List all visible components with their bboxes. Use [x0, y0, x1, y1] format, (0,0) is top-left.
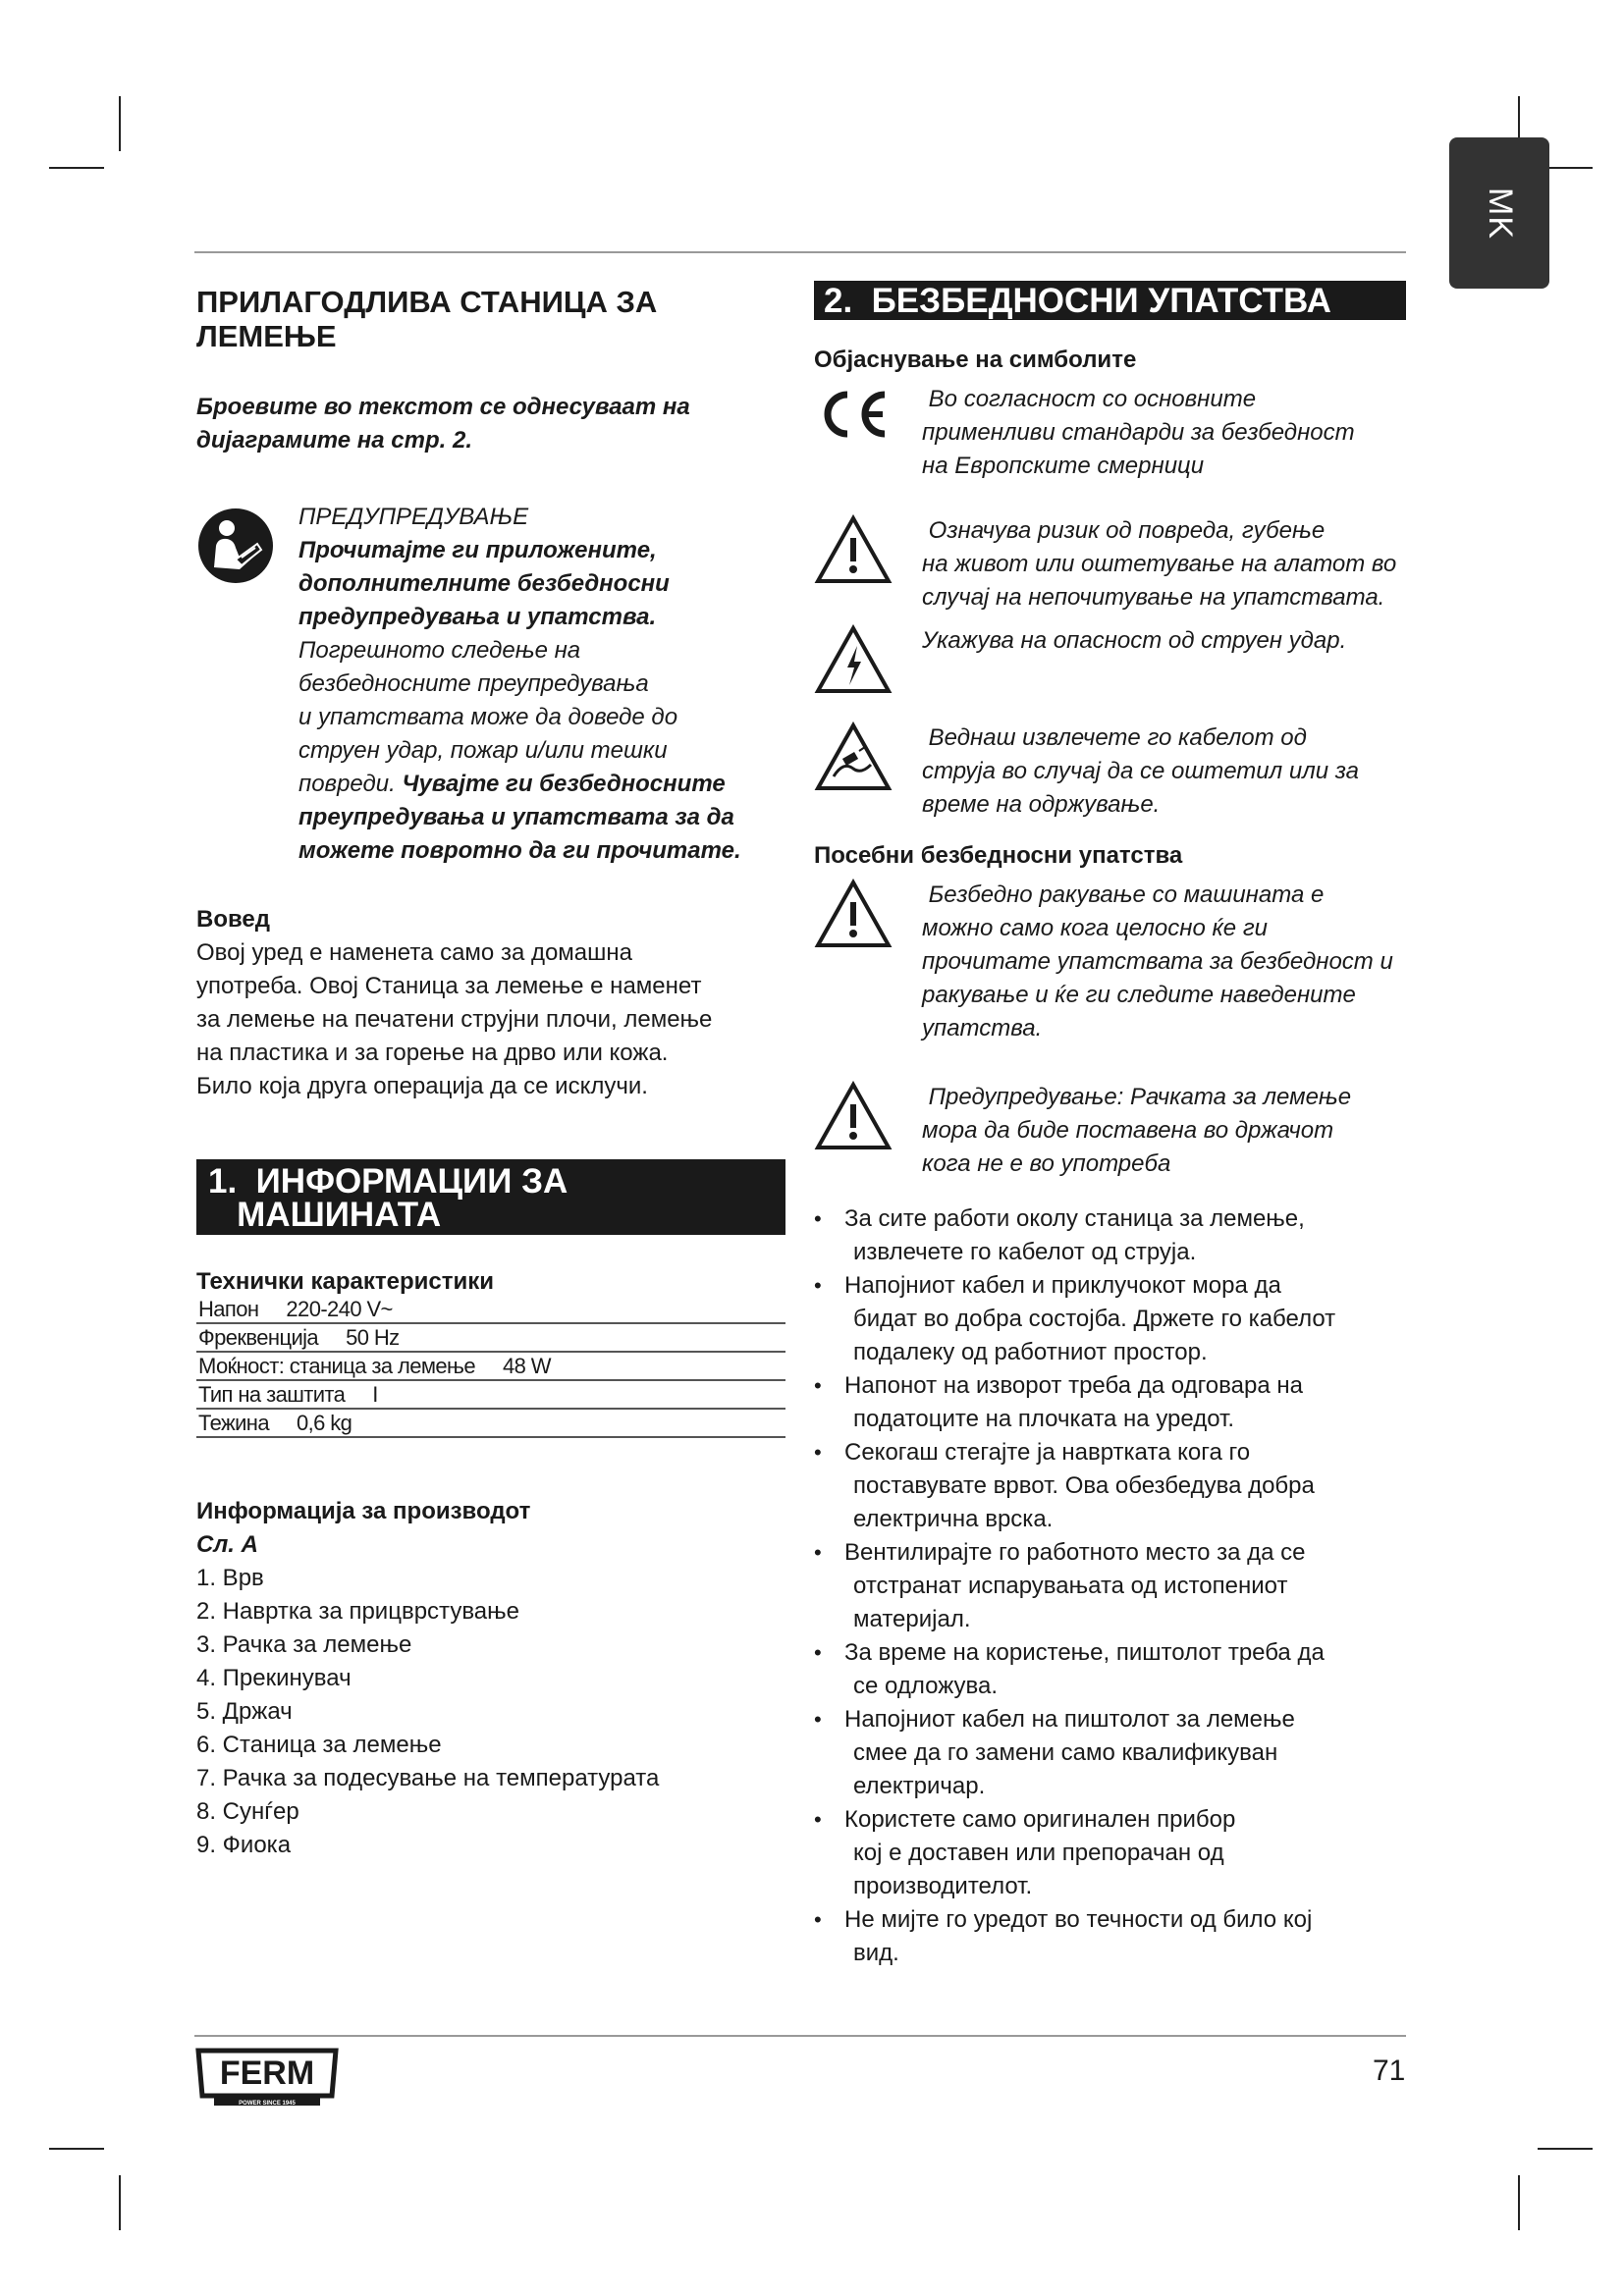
bullet-line: • Секогаш стегајте ја навртката кога го — [844, 1439, 1251, 1466]
spec-cell — [196, 1296, 785, 1323]
intro-line: Овој уред е наменета само за домашна — [196, 939, 633, 966]
parts-list — [196, 1562, 785, 1862]
bullet-line: • За сите работи околу станица за лемење, — [844, 1205, 1305, 1232]
spec-value: 50 Hz — [346, 1325, 400, 1350]
intro-line: на пластика и за горење на дрво или кожа. — [196, 1040, 669, 1066]
figure-ref: Сл. A — [196, 1531, 258, 1558]
part-item: 9. Фиока — [196, 1832, 292, 1858]
part-item: 4. Прекинувач — [196, 1665, 352, 1691]
intro-line: употреба. Овој Станица за лемење е наменет — [196, 973, 702, 999]
symbol-line: Предупредување: Рачката за лемење — [922, 1084, 1352, 1110]
spec-value: 0,6 kg — [296, 1411, 352, 1435]
bullet-line: вид. — [853, 1940, 899, 1966]
specs-table — [196, 1296, 785, 1438]
left-column — [196, 275, 785, 1862]
safety-bullet — [814, 1903, 1406, 1970]
spec-cell — [196, 1323, 785, 1352]
warning-text — [285, 501, 785, 868]
symbol-text — [922, 514, 1406, 614]
symbol-line: Укажува на опасност од струен удар. — [922, 627, 1347, 654]
bullet-line: отстранат испарувањата од истопениот — [853, 1573, 1288, 1599]
bullet-line: • Напојниот кабел на пиштолот за лемење — [844, 1706, 1295, 1733]
section-line: МАШИНАТА — [208, 1196, 442, 1234]
symbol-line: струја во случај да се оштетил или за — [922, 758, 1359, 784]
warning-triangle-icon — [814, 879, 922, 1045]
warning-triangle-icon — [814, 514, 922, 614]
logo-text: FERM — [219, 2055, 315, 2092]
safety-bullet — [814, 1202, 1406, 1269]
warning-line: Погрешното следење на — [298, 637, 581, 664]
warning-fragment: Чувајте ги безбедносните — [402, 771, 726, 797]
spec-label: Тип на заштита — [198, 1382, 346, 1407]
symbol-row — [814, 721, 1406, 822]
bullet-line: електрична врска. — [853, 1506, 1054, 1532]
part-item: 5. Држач — [196, 1698, 293, 1725]
bullet-line: бидат во добра состојба. Држете го кабелот — [853, 1306, 1336, 1332]
symbol-line: кога не е во употреба — [922, 1150, 1171, 1177]
warning-line: и упатствата може да доведе до — [298, 704, 678, 730]
warning-line: дополнителните безбедносни — [298, 570, 670, 597]
bullet-line: • За време на користење, пиштолот треба да — [844, 1639, 1325, 1666]
symbol-line: случај на непочитување на упатствата. — [922, 584, 1385, 611]
reference-note — [196, 391, 785, 457]
right-column — [814, 275, 1406, 1970]
product-section — [196, 1495, 785, 1862]
symbol-row — [814, 1081, 1406, 1181]
read-manual-icon — [196, 501, 285, 868]
specs-heading: Технички карактеристики — [196, 1268, 494, 1295]
spec-label: Моќност: станица за лемење — [198, 1354, 475, 1378]
symbol-line: упатства. — [922, 1015, 1043, 1041]
warning-line: безбедносните преупредувања — [298, 670, 649, 697]
spec-label: Фреквенција — [198, 1325, 319, 1350]
part-item: 2. Наврткa за прицврстување — [196, 1598, 519, 1625]
symbol-line: ракување и ќе ги следите наведените — [922, 982, 1356, 1008]
safety-bullet — [814, 1369, 1406, 1436]
bullet-line: кој е доставен или препорачан од — [853, 1840, 1224, 1866]
symbol-line: применливи стандарди за безбедност — [922, 419, 1355, 446]
bullet-line: • Не мијте го уредот во течности од било кој — [844, 1906, 1313, 1933]
symbol-line: време на одржување. — [922, 791, 1161, 818]
part-item: 6. Станица за лемење — [196, 1732, 442, 1758]
crop-mark — [119, 96, 121, 151]
part-item: 8. Сунѓер — [196, 1798, 299, 1825]
symbol-line: мора да биде поставена во држачот — [922, 1117, 1334, 1144]
crop-mark — [1538, 2148, 1593, 2150]
ce-mark-icon — [814, 383, 922, 483]
ref-line: дијаграмите на стр. 2. — [196, 427, 472, 454]
spec-value: 48 W — [502, 1354, 551, 1378]
section-2-heading — [814, 281, 1406, 320]
top-rule — [194, 251, 1406, 253]
ref-line: Броевите во текстот се однесуваат на — [196, 394, 690, 420]
specs-section — [196, 1268, 785, 1438]
symbol-text — [922, 383, 1406, 483]
intro-section — [196, 903, 785, 1103]
bullet-line: материјал. — [853, 1606, 971, 1632]
bullet-line: поставувате врвот. Ова обезбедува добра — [853, 1472, 1315, 1499]
special-heading: Посебни безбедносни упатства — [814, 842, 1183, 869]
warning-fragment: повреди. — [298, 771, 403, 797]
title-line: ПРИЛАГОДЛИВА СТАНИЦА ЗА — [196, 285, 658, 319]
ferm-logo — [194, 2047, 340, 2106]
spec-label: Тежина — [198, 1411, 269, 1435]
warning-line: Прочитајте ги приложените, — [298, 537, 657, 563]
symbol-line: Означува ризик од повреда, губење — [922, 517, 1326, 544]
crop-mark — [119, 2175, 121, 2230]
warning-line: струен удар, пожар и/или тешки — [298, 737, 668, 764]
section-line: 2. БЕЗБЕДНОСНИ УПАТСТВА — [824, 282, 1331, 320]
warning-line: преупредувања и упатствата за да — [298, 804, 734, 830]
spec-row — [196, 1380, 785, 1409]
symbols-list — [814, 383, 1406, 822]
unplug-icon — [814, 721, 922, 822]
electric-shock-icon — [814, 624, 922, 700]
spec-row — [196, 1296, 785, 1323]
spec-label: Напон — [198, 1297, 259, 1321]
bullet-line: електричар. — [853, 1773, 986, 1799]
symbol-row — [814, 879, 1406, 1045]
symbol-line: Веднаш извлечете го кабелот од — [922, 724, 1307, 751]
safety-bullet — [814, 1269, 1406, 1369]
spec-row — [196, 1323, 785, 1352]
spec-value: I — [372, 1382, 378, 1407]
symbol-text — [922, 624, 1406, 700]
spec-value: 220-240 V~ — [286, 1297, 393, 1321]
spec-cell — [196, 1380, 785, 1409]
symbol-line: прочитате упатствата за безбедност и — [922, 948, 1393, 975]
spec-cell — [196, 1409, 785, 1437]
section-1-heading — [196, 1159, 785, 1235]
symbol-line: на Европските смерници — [922, 453, 1205, 479]
intro-heading: Вовед — [196, 906, 271, 933]
bullet-line: • Напојниот кабел и приклучокот мора да — [844, 1272, 1281, 1299]
warning-block — [196, 501, 785, 868]
symbol-row — [814, 383, 1406, 483]
part-item: 3. Рачка за лемење — [196, 1631, 412, 1658]
document-title — [196, 285, 785, 353]
bullet-line: смее да го замени само квалификуван — [853, 1739, 1278, 1766]
safety-bullet — [814, 1803, 1406, 1903]
safety-bullet — [814, 1703, 1406, 1803]
product-heading: Информација за производот — [196, 1498, 531, 1524]
section-line: 1. ИНФОРМАЦИИ ЗА — [208, 1162, 568, 1201]
bullet-line: извлечете го кабелот од струја. — [853, 1239, 1197, 1265]
safety-bullet — [814, 1436, 1406, 1536]
symbol-text — [922, 1081, 1406, 1181]
language-code: MK — [1481, 187, 1519, 240]
symbols-heading: Објаснување на симболите — [814, 347, 1137, 373]
intro-line: за лемење на печатени струјни плочи, лемење — [196, 1006, 713, 1033]
bottom-rule — [194, 2035, 1406, 2037]
page-number: 71 — [1373, 2055, 1406, 2087]
safety-bullet — [814, 1636, 1406, 1703]
symbol-row — [814, 624, 1406, 700]
intro-line: Било која друга операција да се исклучи. — [196, 1073, 648, 1099]
symbol-text — [922, 721, 1406, 822]
bullet-line: • Користете само оригинален прибор — [844, 1806, 1236, 1833]
part-item: 1. Врв — [196, 1565, 264, 1591]
bullet-line: се одложува. — [853, 1673, 999, 1699]
bullet-line: подалеку од работниот простор. — [853, 1339, 1208, 1365]
symbol-line: Во согласност со основните — [922, 386, 1257, 412]
bullet-line: • Вентилирајте го работното место за да се — [844, 1539, 1306, 1566]
spec-row — [196, 1409, 785, 1437]
title-line: ЛЕМЕЊЕ — [196, 319, 337, 353]
safety-bullet — [814, 1536, 1406, 1636]
special-list — [814, 879, 1406, 1181]
warning-line: предупредувања и упатства. — [298, 604, 657, 630]
symbol-line: Безбедно ракување со машината е — [922, 881, 1325, 908]
warning-heading: ПРЕДУПРЕДУВАЊЕ — [298, 504, 529, 530]
bullet-line: производителот. — [853, 1873, 1033, 1899]
symbol-line: на живот или оштетување на алатот во — [922, 551, 1397, 577]
symbol-text — [922, 879, 1406, 1045]
crop-mark — [49, 2148, 104, 2150]
symbol-row — [814, 514, 1406, 614]
logo-tagline: POWER SINCE 1945 — [239, 2101, 296, 2106]
language-tab — [1449, 137, 1549, 289]
crop-mark — [49, 167, 104, 169]
warning-triangle-icon — [814, 1081, 922, 1181]
symbol-line: можно само кога целосно ќе ги — [922, 915, 1268, 941]
safety-bullets — [814, 1202, 1406, 1970]
intro-body — [196, 936, 785, 1103]
spec-cell — [196, 1352, 785, 1380]
crop-mark — [1518, 2175, 1520, 2230]
bullet-line: • Напонот на изворот треба да одговара на — [844, 1372, 1303, 1399]
warning-line — [298, 768, 785, 801]
part-item: 7. Рачка за подесување на температурата — [196, 1765, 660, 1791]
warning-line: можете повротно да ги прочитате. — [298, 837, 741, 864]
bullet-line: податоците на плочката на уредот. — [853, 1406, 1235, 1432]
spec-row — [196, 1352, 785, 1380]
